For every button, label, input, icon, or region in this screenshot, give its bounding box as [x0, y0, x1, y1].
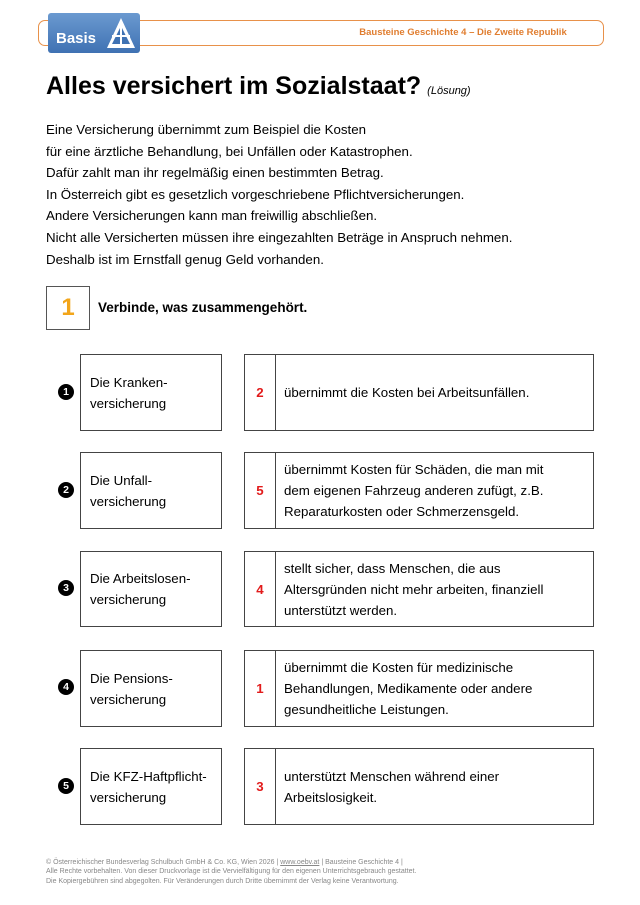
insurance-term-box[interactable] [80, 551, 222, 627]
definition-line: Behandlungen, Medikamente oder andere [284, 681, 533, 696]
definition-box[interactable] [244, 354, 594, 431]
definition-line: übernimmt die Kosten für medizinische [284, 660, 514, 675]
definition-box[interactable] [244, 452, 594, 529]
intro-line: Nicht alle Versicherten müssen ihre eingezahlten Beträge in Anspruch nehmen. [46, 229, 513, 245]
footer-text: Alle Rechte vorbehalten. Von dieser Druckvorlage ist die Vervielfältigung für den eigenen Unterrichtsgebrauch gestattet. [46, 868, 417, 876]
term-line: Die Kranken- [90, 374, 168, 390]
answer-number: 1 [245, 651, 276, 726]
answer-number: 4 [245, 552, 276, 626]
definition-line: Arbeitslosigkeit. [284, 789, 378, 805]
term-line: Die Pensions- [90, 670, 173, 686]
definition-line: unterstützt werden. [284, 602, 398, 618]
footer-text: © Österreichischer Bundesverlag Schulbuch GmbH & Co. KG, Wien 2026 | [46, 859, 281, 866]
definition-text [276, 651, 593, 726]
definition-line: Reparaturkosten oder Schmerzensgeld. [284, 504, 520, 519]
header-title: Bausteine Geschichte 4 – Die Zweite Republik [359, 27, 567, 38]
definition-line: gesundheitliche Leistungen. [284, 702, 449, 717]
term-line: versicherung [90, 691, 167, 707]
bullet-number: 5 [58, 778, 74, 794]
definition-text [276, 749, 593, 824]
footer-text: Die Kopiergebühren sind abgegolten. Für Veränderungen durch Dritte übernimmt der Verlag keine Verantwortung. [46, 877, 399, 885]
term-line: Die Arbeitslosen- [90, 571, 191, 586]
term-line: Die Unfall- [90, 472, 153, 488]
term-line: versicherung [90, 395, 167, 411]
intro-line: Deshalb ist im Ernstfall genug Geld vorhanden. [46, 251, 324, 267]
insurance-term-box[interactable] [80, 354, 222, 431]
definition-line: dem eigenen Fahrzeug anderen zufügt, z.B. [284, 483, 544, 498]
term-line: versicherung [90, 789, 167, 805]
publisher-link[interactable]: www.oebv.at [280, 859, 320, 866]
intro-text [46, 119, 606, 270]
logo-text: Basis [56, 30, 97, 47]
definition-box[interactable] [244, 551, 594, 627]
bullet-number: 1 [58, 384, 74, 400]
basis-logo [48, 13, 140, 53]
bullet-number: 2 [58, 482, 74, 498]
page-title [46, 72, 471, 101]
intro-line: Dafür zahlt man ihr regelmäßig einen bestimmten Betrag. [46, 165, 384, 181]
intro-line: für eine ärztliche Behandlung, bei Unfällen oder Katastrophen. [46, 143, 413, 159]
intro-line: Eine Versicherung übernimmt zum Beispiel die Kosten [46, 122, 367, 137]
definition-text [276, 453, 593, 528]
page-subtitle: (Lösung) [427, 85, 471, 97]
definition-line: übernimmt Kosten für Schäden, die man mit [284, 462, 544, 477]
definition-line: stellt sicher, dass Menschen, die aus [284, 560, 501, 576]
page-title-text: Alles versichert im Sozialstaat? [46, 72, 422, 100]
task-instruction: Verbinde, was zusammengehört. [98, 300, 308, 315]
term-line: versicherung [90, 493, 167, 509]
term-line: Die KFZ-Haftpflicht- [90, 768, 207, 784]
intro-line: Andere Versicherungen kann man freiwillig abschließen. [46, 208, 378, 224]
insurance-term-box[interactable] [80, 452, 222, 529]
intro-line: In Österreich gibt es gesetzlich vorgeschriebene Pflichtversicherungen. [46, 186, 465, 202]
footer-text: | Bausteine Geschichte 4 | [319, 859, 403, 866]
definition-box[interactable] [244, 748, 594, 825]
definition-box[interactable] [244, 650, 594, 727]
answer-number: 2 [245, 355, 276, 430]
definition-line: übernimmt die Kosten bei Arbeitsunfällen. [284, 385, 530, 400]
answer-number: 5 [245, 453, 276, 528]
triangle-logo-icon [106, 17, 136, 49]
task-number-box: 1 [46, 286, 90, 330]
bullet-number: 3 [58, 580, 74, 596]
insurance-term-box[interactable] [80, 650, 222, 727]
insurance-term-box[interactable] [80, 748, 222, 825]
answer-number: 3 [245, 749, 276, 824]
bullet-number: 4 [58, 679, 74, 695]
definition-line: unterstützt Menschen während einer [284, 768, 500, 784]
definition-text [276, 355, 593, 430]
definition-text [276, 552, 593, 626]
footer-copyright [46, 858, 416, 886]
term-line: versicherung [90, 592, 167, 607]
definition-line: Altersgründen nicht mehr arbeiten, finanziell [284, 581, 544, 597]
